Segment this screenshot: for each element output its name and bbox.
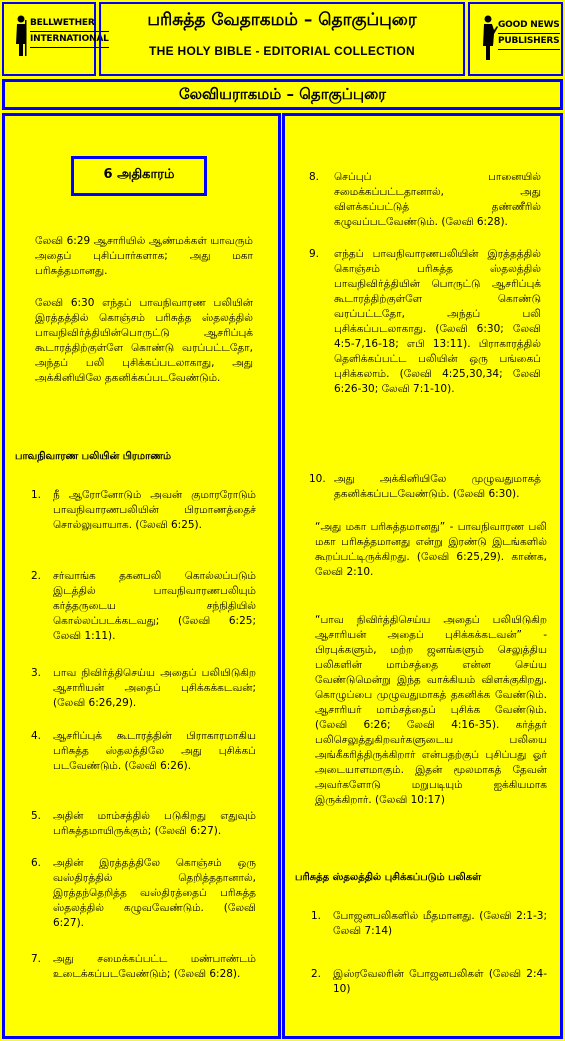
list-text: போஜனபலிகளில் மீதமானது. (லேவி 2:1-3; லேவி 7:14) [333,910,547,937]
list-text: ஆசரிப்புக் கூடாரத்தின் பிராகாரமாகிய பரிசுத்த ஸ்தலத்திலே அது புசிக்கப் படவேண்டும். (லேவி 6:26). [53,730,256,772]
list-number: 2. [311,968,322,980]
list-text: செப்புப் பானையில் சமைக்கப்பட்டதானால், அது விளக்கப்பட்டுத் தண்ணீரில் கழுவப்படவேண்டும். (லேவி 6:28). [334,171,541,228]
left-column [2,113,281,1039]
list-number: 5. [31,810,42,822]
list-number: 10. [309,473,326,485]
page-title-english: THE HOLY BIBLE - EDITORIAL COLLECTION [148,44,415,58]
list-number: 8. [309,171,320,183]
paragraph: “பாவ நிவிர்த்திசெய்ய அதைப் பலியிடுகிற ஆசாரியன் அதைப் புசிக்கக்கடவன்” - பிரபுக்களும், மற்ற ஜனங்களும் செலுத்திய பலிகளின் மாம்சத்தை என்ன செய்ய வேண்டுமென்று இந்த வாக்கியம் விளக்குகிறது. கொழுப்பை முழுவதுமாகத் தகனிக்க வேண்டும். ஆசாரியர் மாம்சத்தைப் புசிக்க வேண்டும். (லேவி 6:26; லேவி 4:16-35). கர்த்தர் பலிசெலுத்துகிறவர்களுடைய பலியை அங்கீகரித்திருக்கிறார் என்பதற்குப் புசிப்பது ஓர் அடையாளமாகும். இதன் மூலமாகத் தேவன் அவர்களோடு மறுபடியும் ஐக்கியமாக இருக்கிறார். (லேவி 10:17) [315,614,547,806]
logo-right-line-1: GOOD NEWS [498,18,560,34]
list-number: 1. [311,910,322,922]
list-number: 4. [31,730,42,742]
logo-left-line-2: INTERNATIONAL [30,32,109,48]
section-heading: பரிசுத்த ஸ்தலத்தில் புசிக்கப்படும் பலிகள் [295,872,482,883]
list-text: அதின் மாம்சத்தில் படுகிறது எதுவும் பரிசுத்தமாயிருக்கும்; (லேவி 6:27). [53,810,256,837]
paragraph: “அது மகா பரிசுத்தமானது” - பாவநிவாரண பலி மகா பரிசுத்தமானது என்று இரண்டு இடங்களில் கூறப்பட்டிருக்கிறது. (லேவி 6:25,29). காண்க, லேவி 2:10. [315,521,547,578]
book-subtitle: லேவியராகமம் – தொகுப்புரை [178,85,387,103]
list-text: இஸ்ரவேலரின் போஜனபலிகள் (லேவி 2:4-10) [333,968,547,995]
herald-figure-icon [480,14,498,62]
chapter-title: 6 அதிகாரம் [103,167,175,182]
list-text: பாவ நிவிர்த்திசெய்ய அதைப் பலியிடுகிற ஆசாரியன் அதைப் புசிக்கக்கடவன்; (லேவி 6:26,29). [53,667,256,709]
chapter-box [71,156,207,196]
list-number: 7. [31,953,42,965]
right-column [282,113,563,1039]
list-text: அதின் இரத்தத்திலே கொஞ்சம் ஒரு வஸ்திரத்தில் தெறித்ததானால், இரத்தந்தெறித்த வஸ்திரத்தைப் பரிசுத்த ஸ்தலத்தில் கழுவவேண்டும். (லேவி 6:27). [53,857,256,929]
list-number: 9. [309,248,320,260]
list-number: 3. [31,667,42,679]
good-news-logo [468,2,563,76]
logo-left-line-1: BELLWETHER [30,16,109,32]
title-box [99,2,465,76]
list-text: அது சமைக்கப்பட்ட மண்பாண்டம் உடைக்கப்படவேண்டும்; (லேவி 6:28). [53,953,256,980]
section-heading: பாவநிவாரண பலியின் பிரமாணம் [15,451,172,462]
list-text: எந்தப் பாவநிவாரணபலியின் இரத்தத்தில் கொஞ்சம் பரிசுத்த ஸ்தலத்தில் பாவநிவிர்த்தியின் பொருட்டு ஆசரிப்புக் கூடாரத்திற்குள்ளே கொண்டு வரப்பட்டதோ, அந்தப் பலி புசிக்கப்படலாகாது. (லேவி 6:30; லேவி 4:5-7,16-18; எபி 13:11). பிராகாரத்தில் தெளிக்கப்பட்ட பலியின் ஒரு பங்கைப் புசிக்கலாம். (லேவி 4:25,30,34; லேவி 6:26-30; லேவி 7:1-10). [334,248,541,395]
subtitle-box [2,79,563,110]
paragraph: லேவி 6:29 ஆசாரியில் ஆண்மக்கள் யாவரும் அதைப் புசிப்பார்களாக; அது மகா பரிசுத்தமானது. [35,235,253,277]
shepherd-figure-icon [14,14,28,58]
bellwether-logo [2,2,109,76]
list-text: நீ ஆரோனோடும் அவன் குமாரரோடும் பாவநிவாரணபலியின் பிரமாணத்தைச் சொல்லுவாயாக. (லேவி 6:25). [53,489,256,531]
page-title-tamil: பரிசுத்த வேதாகமம் – தொகுப்புரை [147,10,417,30]
list-number: 1. [31,489,42,501]
list-number: 6. [31,857,42,869]
list-text: சர்வாங்க தகனபலி கொல்லப்படும் இடத்தில் பாவநிவாரணபலியும் கர்த்தருடைய சந்நிதியில் கொல்லப்படக்கடவது; (லேவி 6:25; லேவி 1:11). [53,570,256,642]
list-number: 2. [31,570,42,582]
list-text: அது அக்கினியிலே முழுவதுமாகத் தகனிக்கப்படவேண்டும். (லேவி 6:30). [334,473,541,500]
paragraph: லேவி 6:30 எந்தப் பாவநிவாரண பலியின் இரத்தத்தில் கொஞ்சம் பரிசுத்த ஸ்தலத்தில் பாவநிவிர்த்தியின்பொருட்டு ஆசரிப்புக் கூடாரத்திற்குள்ளே கொண்டு வரப்பட்டதோ, அந்தப் பலி புசிக்கப்படலாகாது, அது அக்கினியிலே தகனிக்கப்படவேண்டும். [35,297,253,384]
logo-right-line-2: PUBLISHERS [498,34,560,50]
